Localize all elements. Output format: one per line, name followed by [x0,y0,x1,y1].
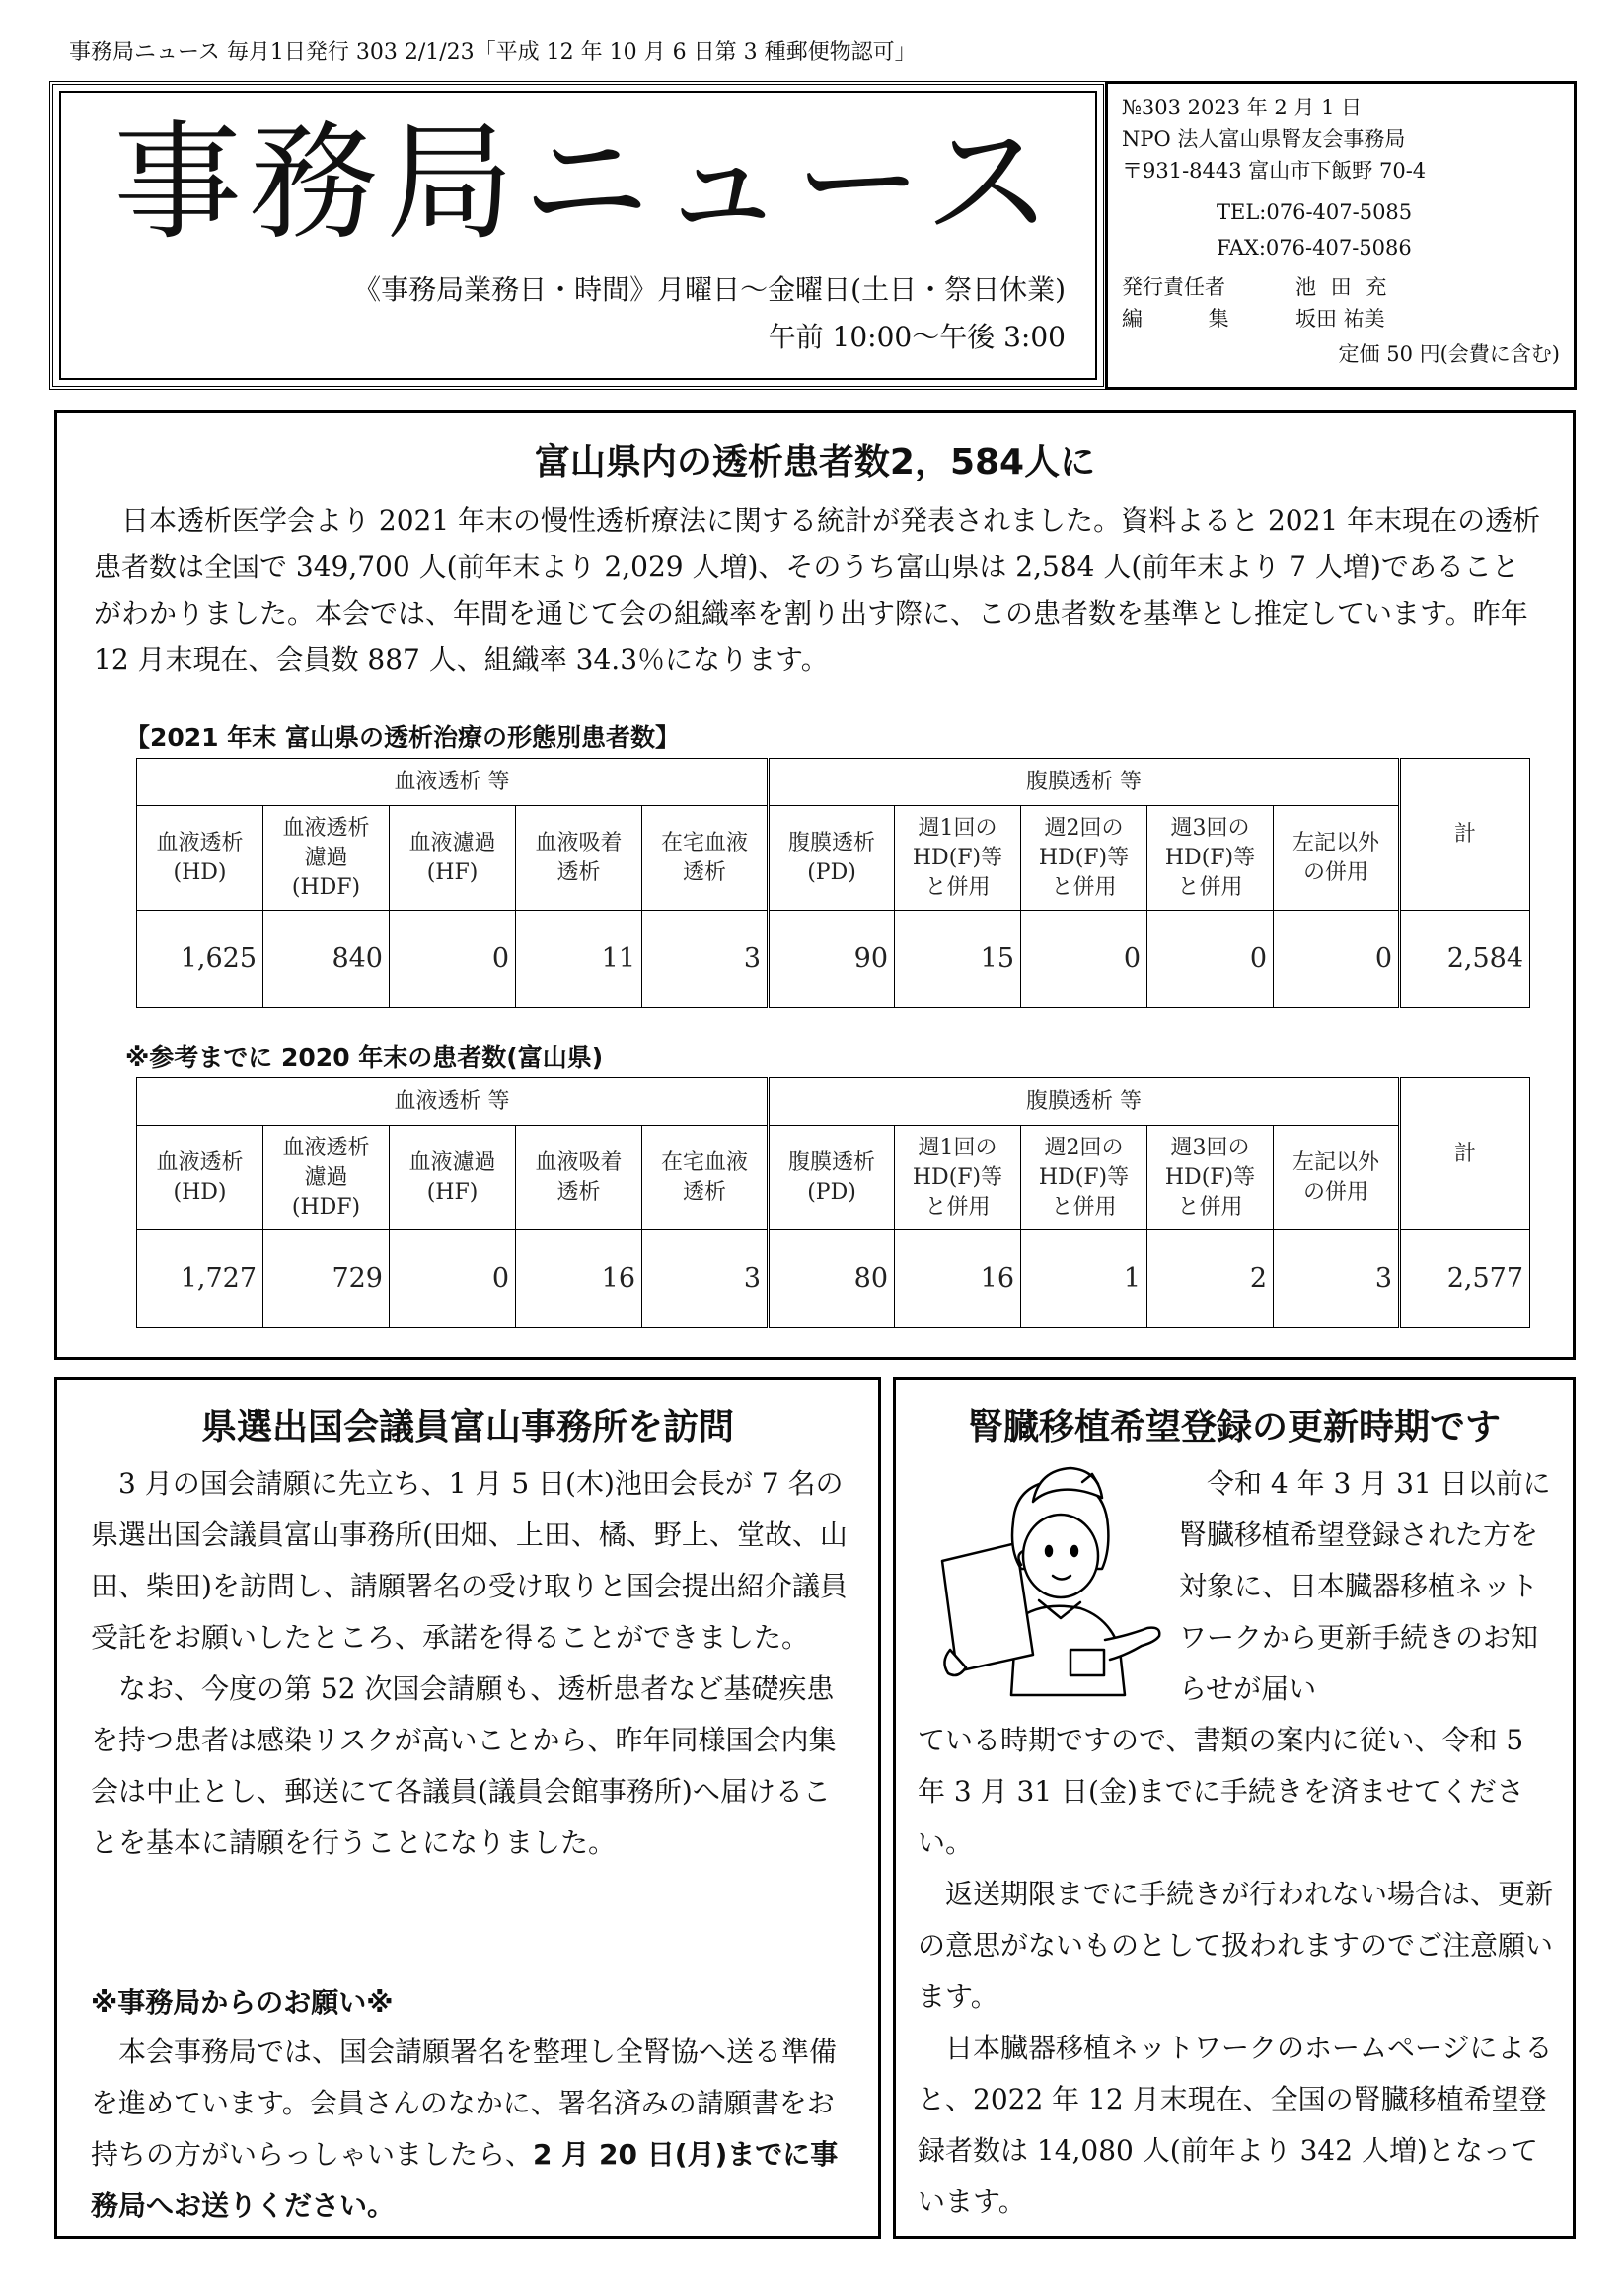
kidney-article-body [918,1715,1554,2228]
column-header-total: 計 [1400,1078,1530,1230]
column-header-total: 計 [1400,759,1530,911]
stats-table-2021 [136,758,1530,1008]
cell-value: 0 [390,911,516,1008]
column-header: 血液透析 濾過 (HDF) [263,806,390,911]
column-header: 血液吸着 透析 [516,1126,642,1230]
column-header: 週1回の HD(F)等 と併用 [895,1126,1021,1230]
kidney-paragraph: 令和 4 年 3 月 31 日以前に腎臓移植希望登録された方を対象に、日本臓器移植ネットワークから更新手続きのお知らせが届い [1179,1467,1551,1705]
column-header: 血液透析 (HD) [137,1126,263,1230]
office-hours-days: 《事務局業務日・時間》月曜日～金曜日(土日・祭日休業) [353,273,1066,306]
kidney-article-title: 腎臓移植希望登録の更新時期です [967,1407,1501,1447]
office-request-heading: ※事務局からのお願い※ [91,1986,394,2019]
column-header: 血液透析 濾過 (HDF) [263,1126,390,1230]
request-deadline: 2 月 20 日(月)までに事務局へお送りください。 [91,2138,839,2222]
cell-value: 16 [516,1230,642,1328]
column-header: 週3回の HD(F)等 と併用 [1147,806,1274,911]
kidney-paragraph: 返送期限までに手続きが行われない場合は、更新の意思がないものとして扱われますのでご注意願います。 [918,1878,1554,2013]
cell-value: 1,727 [137,1230,263,1328]
column-header: 左記以外 の併用 [1274,806,1400,911]
column-header: 血液濾過 (HF) [390,1126,516,1230]
visit-paragraph: なお、今度の第 52 次国会請願も、透析患者など基礎疾患を持つ患者は感染リスクが高いことから、昨年同様国会内集会は中止とし、郵送にて各議員(議員会館事務所)へ届けることを基本に請願を行うことになりました。 [91,1672,837,1859]
editor-label: 編 集 [1122,307,1259,331]
editor-name: 坂田 祐美 [1295,307,1385,331]
column-header: 週3回の HD(F)等 と併用 [1147,1126,1274,1230]
stats-table-2020 [136,1077,1530,1328]
cell-value: 0 [1021,911,1147,1008]
column-header: 左記以外 の併用 [1274,1126,1400,1230]
publisher-fax: FAX:076-407-5086 [1217,236,1412,259]
cell-value: 1,625 [137,911,263,1008]
group-header-peritoneal: 腹膜透析 等 [769,1078,1400,1126]
visit-article-body [91,1458,855,1869]
cell-value: 840 [263,911,390,1008]
subscription-price: 定価 50 円(会費に含む) [1338,342,1560,366]
request-text: 本会事務局では、国会請願署名を整理し全腎協へ送る準備を進めています。会員さんのなかに、署名済みの請願書をお持ちの方がいらっしゃいましたら、 [91,2036,838,2171]
cell-value: 0 [390,1230,516,1328]
cell-value: 1 [1021,1230,1147,1328]
table-2020-caption: ※参考までに 2020 年末の患者数(富山県) [125,1043,604,1072]
column-header: 週2回の HD(F)等 と併用 [1021,806,1147,911]
stats-article-body: 日本透析医学会より 2021 年末の慢性透析療法に関する統計が発表されました。資料よると 2021 年末現在の透析患者数は全国で 349,700 人(前年末より 2,029 人増)、そのうち富山県は 2,584 人(前年末より 7 人増)であることがわかりました。本会では、年間を通じて会の組織率を割り出す際に、この患者数を基準とし推定しています。昨年 12 月末現在、会員数 887 人、組織率 34.3％になります。 [94,504,1541,676]
newsletter-title: 事務局ニュース [113,108,1061,258]
cell-value: 2,577 [1400,1230,1530,1328]
cell-value: 729 [263,1230,390,1328]
office-hours-time: 午前 10:00～午後 3:00 [768,321,1066,353]
visit-paragraph: 3 月の国会請願に先立ち、1 月 5 日(木)池田会長が 7 名の県選出国会議員富山事務所(田畑、上田、橘、野上、堂故、山田、柴田)を訪問し、請願署名の受け取りと国会提出紹介議員受託をお願いしたところ、承諾を得ることができました。 [91,1467,848,1654]
cell-value: 90 [769,911,895,1008]
issue-number: №303 2023 年 2 月 1 日 [1122,96,1363,119]
cell-value: 3 [1274,1230,1400,1328]
column-header: 血液吸着 透析 [516,806,642,911]
masthead-info-line: 事務局ニュース 毎月1日発行 303 2/1/23「平成 12 年 10 月 6 日第 3 種郵便物認可」 [69,40,917,65]
cell-value: 80 [769,1230,895,1328]
column-header: 週1回の HD(F)等 と併用 [895,806,1021,911]
publisher-tel: TEL:076-407-5085 [1217,200,1413,224]
cell-value: 3 [642,1230,769,1328]
cell-value: 16 [895,1230,1021,1328]
stats-article-title: 富山県内の透析患者数2，584人に [534,442,1096,482]
cell-value: 0 [1274,911,1400,1008]
office-request-body [91,2027,855,2232]
publisher-box [1105,81,1577,390]
responsible-label: 発行責任者 [1122,275,1225,299]
publisher-org: NPO 法人富山県腎友会事務局 [1122,127,1406,151]
visit-article-title: 県選出国会議員富山事務所を訪問 [200,1407,734,1447]
kidney-paragraph: ている時期ですので、書類の案内に従い、令和 5 年 3 月 31 日(金)までに手続きを済ませてください。 [918,1724,1524,1859]
cell-value: 2 [1147,1230,1274,1328]
group-header-peritoneal: 腹膜透析 等 [769,759,1400,806]
column-header: 在宅血液 透析 [642,806,769,911]
column-header: 週2回の HD(F)等 と併用 [1021,1126,1147,1230]
column-header: 腹膜透析 (PD) [769,806,895,911]
responsible-name: 池 田 充 [1295,275,1391,299]
column-header: 血液透析 (HD) [137,806,263,911]
group-header-hemodialysis: 血液透析 等 [137,1078,769,1126]
cell-value: 3 [642,911,769,1008]
cell-value: 0 [1147,911,1274,1008]
column-header: 在宅血液 透析 [642,1126,769,1230]
cell-value: 11 [516,911,642,1008]
cell-value: 2,584 [1400,911,1530,1008]
column-header: 血液濾過 (HF) [390,806,516,911]
kidney-article-intro [1179,1458,1554,1715]
column-header: 腹膜透析 (PD) [769,1126,895,1230]
publisher-address: 〒931-8443 富山市下飯野 70-4 [1122,159,1427,183]
group-header-hemodialysis: 血液透析 等 [137,759,769,806]
nurse-illustration [923,1452,1164,1697]
table-2021-caption: 【2021 年末 富山県の透析治療の形態別患者数】 [125,723,680,752]
cell-value: 15 [895,911,1021,1008]
kidney-paragraph: 日本臓器移植ネットワークのホームページによると、2022 年 12 月末現在、全国の腎臓移植希望登録者数は 14,080 人(前年より 342 人増)となっています。 [918,2032,1553,2218]
